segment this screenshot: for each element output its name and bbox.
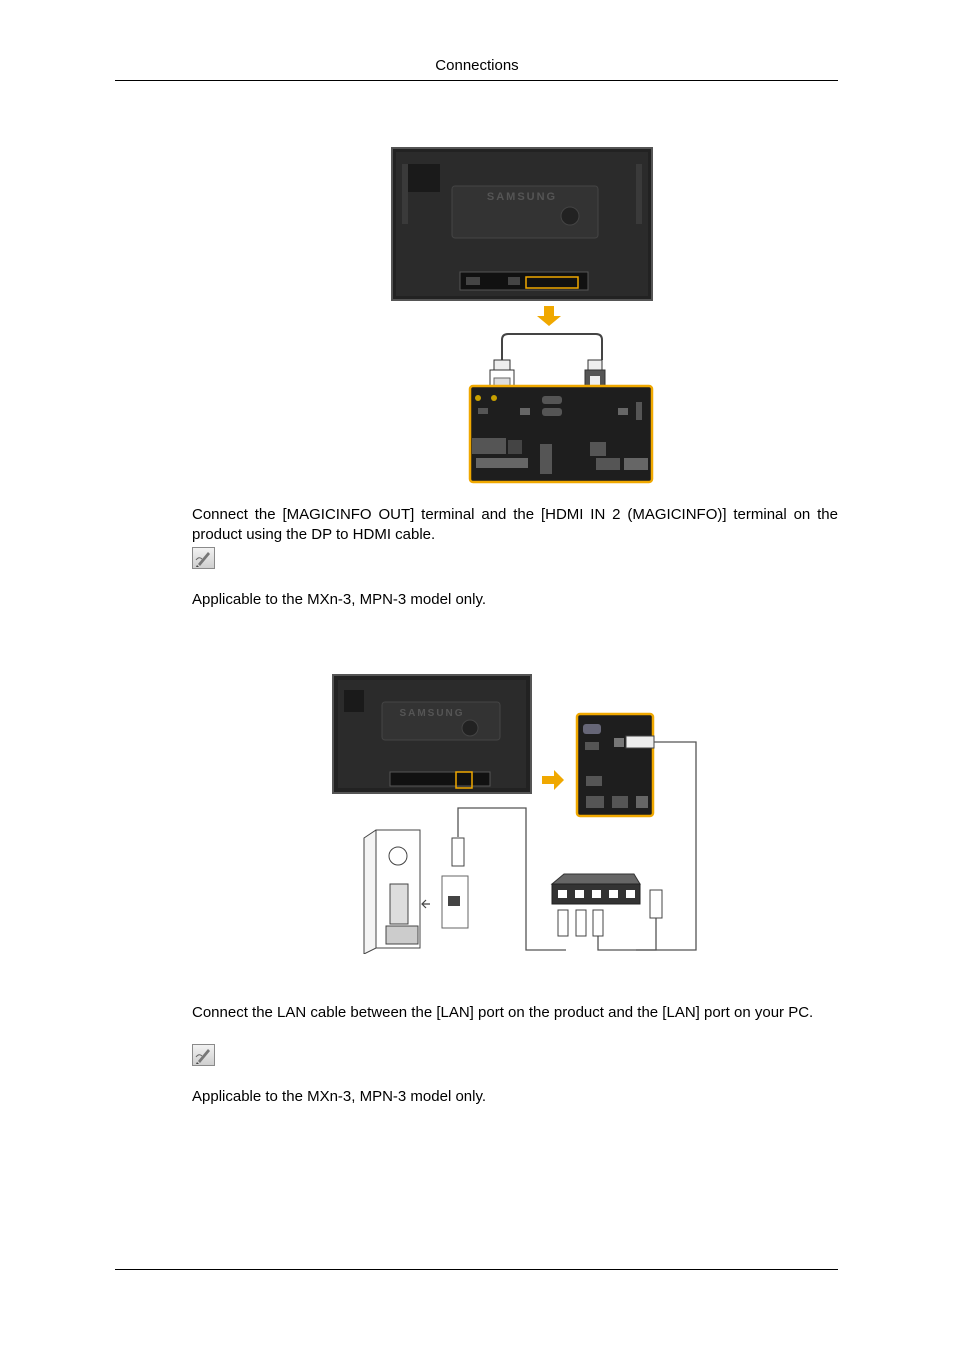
connector-panel-zoom xyxy=(577,714,654,816)
instruction-text-1: Connect the [MAGICINFO OUT] terminal and the [HDMI IN 2 (MAGICINFO)] terminal on the product using the DP to HDMI cable. xyxy=(192,506,838,543)
tv-brand-logo: SAMSUNG xyxy=(399,708,465,719)
lan-wall-jack-icon xyxy=(422,876,468,928)
footer-rule xyxy=(115,1269,838,1270)
pc-tower-icon xyxy=(364,830,420,954)
cable-line xyxy=(458,808,566,950)
connector-panel-zoom xyxy=(470,386,652,482)
instruction-text-2: Connect the LAN cable between the [LAN] port on the product and the [LAN] port on your PC. xyxy=(192,1004,814,1021)
lan-connection-figure xyxy=(330,672,702,954)
down-arrow-icon xyxy=(537,306,561,326)
tv-brand-logo: SAMSUNG xyxy=(486,191,558,203)
tv-back-panel xyxy=(333,675,531,793)
hdmi-dp-connection-figure xyxy=(390,146,656,484)
header-rule xyxy=(115,80,838,81)
network-hub-icon xyxy=(552,874,640,904)
tv-back-panel xyxy=(392,148,652,300)
right-arrow-icon xyxy=(542,770,564,790)
note-pencil-icon xyxy=(192,547,215,569)
note-pencil-icon xyxy=(192,1044,215,1066)
note-text-2: Applicable to the MXn-3, MPN-3 model only. xyxy=(192,1088,487,1105)
note-text-1: Applicable to the MXn-3, MPN-3 model only. xyxy=(192,591,487,608)
cable-line xyxy=(502,334,602,360)
page-header-title: Connections xyxy=(435,57,519,74)
lan-plug-icon xyxy=(452,838,464,866)
cable-line xyxy=(598,918,656,950)
